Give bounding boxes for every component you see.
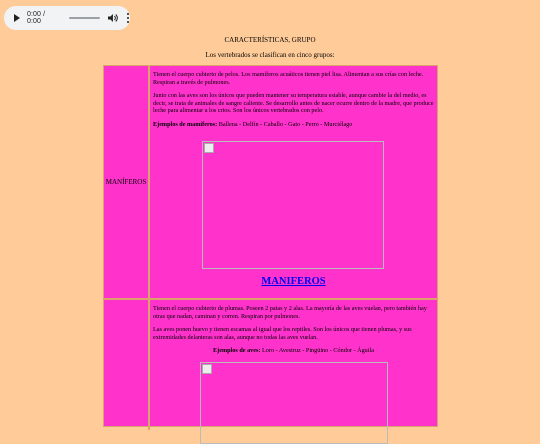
examples-text: Ballena - Delfín - Caballo - Gato - Perro - Murciélago <box>217 120 353 128</box>
table-row <box>104 300 437 430</box>
mammals-link[interactable]: MANIFEROS <box>261 276 326 287</box>
audio-player[interactable] <box>4 6 130 30</box>
group-label: MANÍFEROS <box>104 66 150 298</box>
table-row <box>104 66 437 298</box>
birds-image <box>200 362 388 444</box>
examples-label: Ejemplos de mamíferos: <box>153 120 218 128</box>
paragraph: Tienen el cuerpo cubierto de plumas. Poseen 2 patas y 2 alas. La mayoría de las aves vuelan, pero también hay otras que nadan, caminan y corren. Respiran por pulmones. <box>153 305 427 320</box>
paragraph: Junto con las aves son los únicos que pueden mantener su temperatura estable, aunque cambie la del medio, es decir, se trata de animales de sangre caliente. Se desarrollo antes de nacer ocurre dentro de la madre, que produce leche para alimentar a los crios. Son los únicos vertebrados con pelo. <box>153 92 434 115</box>
examples-text: Loro - Avestruz - Pingüino - Cóndor - Águila <box>260 347 374 355</box>
mammals-image <box>202 141 384 269</box>
broken-image-icon <box>204 143 214 153</box>
play-icon[interactable] <box>14 14 20 22</box>
examples-line <box>153 347 434 355</box>
broken-image-icon <box>202 364 212 374</box>
more-options-icon[interactable] <box>126 13 130 23</box>
examples-line <box>153 121 434 129</box>
examples-label: Ejemplos de aves: <box>213 347 261 355</box>
group-description <box>150 300 437 361</box>
paragraph: Tienen el cuerpo cubierto de pelos. Los mamíferos acuáticos tienen piel lisa. Alimentan a sus crías con leche. Respiran a través de pulmones. <box>153 71 424 86</box>
time-display: 0:00 / 0:00 <box>27 11 46 25</box>
group-description <box>150 66 437 135</box>
page-title: CARACTERÍSTICAS, GRUPO <box>224 36 316 44</box>
groups-table <box>103 65 438 427</box>
progress-slider[interactable] <box>69 17 101 19</box>
group-label <box>104 300 150 430</box>
volume-icon[interactable] <box>108 13 119 23</box>
page-subtitle: Los vertebrados se clasifican en cinco grupos: <box>205 51 335 59</box>
paragraph: Las aves ponen huevo y tienen escamas al igual que los reptiles. Son los únicos que tienen plumas, y sus extremidades delanteras son alas, aunque no todas las aves vuelan. <box>153 326 412 341</box>
